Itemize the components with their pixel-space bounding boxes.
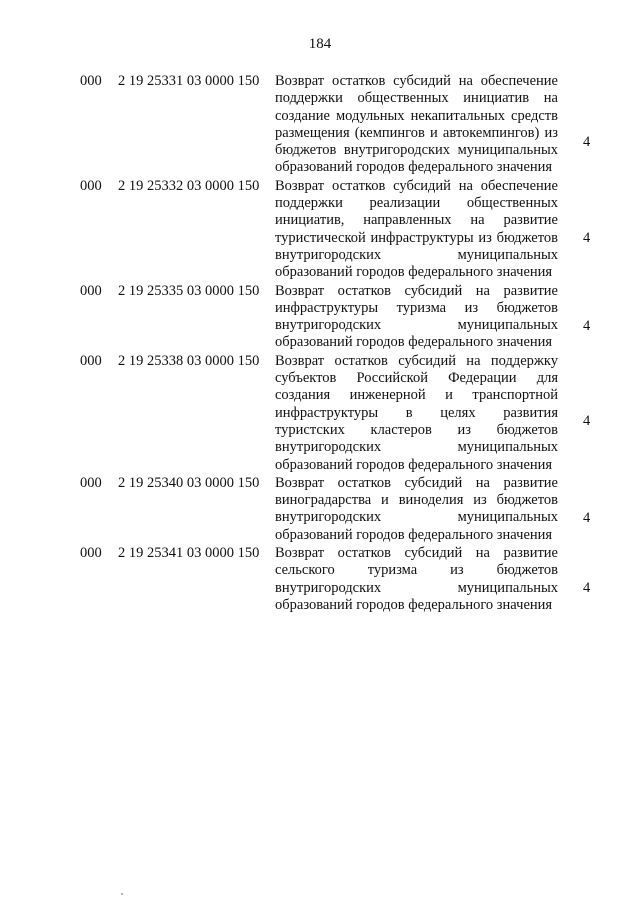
row-description: Возврат остатков субсидий на развитие инфраструктуры туризма из бюджетов внутригородских муниципальных образований городов федерального значения [275,282,558,351]
budget-code: 2 19 25341 03 0000 150 [118,545,260,562]
budget-code-table [0,73,640,615]
table-row [0,178,640,282]
table-row [0,475,640,544]
row-description: Возврат остатков субсидий на поддержку субъектов Российской Федерации для создания инженерной и транспортной инфраструктуры в целях развития туристских кластеров из бюджетов внутригородских муниципальных образований городов федерального значения [275,352,558,473]
table-row [0,545,640,614]
row-level: 4 [583,580,591,597]
budget-code: 2 19 25338 03 0000 150 [118,352,260,369]
admin-code: 000 [80,177,102,194]
row-description: Возврат остатков субсидий на развитие сельского туризма из бюджетов внутригородских муниципальных образований городов федерального значения [275,545,558,613]
row-description: Возврат остатков субсидий на обеспечение поддержки общественных инициатив на создание модульных некапитальных средств размещения (кемпингов и автокемпингов) из бюджетов внутригородских муниципальных образований городов федерального значения [275,73,558,176]
row-level: 4 [583,317,591,334]
admin-code: 000 [80,352,102,369]
row-description: Возврат остатков субсидий на развитие виноградарства и виноделия из бюджетов внутригородских муниципальных образований городов федерального значения [275,474,558,543]
page-number: 184 [308,36,332,52]
row-description: Возврат остатков субсидий на обеспечение поддержки реализации общественных инициатив, направленных на развитие туристической инфраструктуры из бюджетов внутригородских муниципальных образований городов федерального значения [275,177,558,281]
admin-code: 000 [80,545,102,562]
row-level: 4 [583,412,591,429]
table-row [0,353,640,474]
admin-code: 000 [80,474,102,491]
admin-code: 000 [80,73,102,89]
scan-speck [121,893,123,895]
row-level: 4 [583,229,591,246]
budget-code: 2 19 25340 03 0000 150 [118,474,260,491]
table-row [0,73,640,177]
row-level: 4 [583,134,591,150]
admin-code: 000 [80,282,102,299]
budget-code: 2 19 25335 03 0000 150 [118,282,260,299]
row-level: 4 [583,509,591,526]
budget-code: 2 19 25332 03 0000 150 [118,177,260,194]
budget-code: 2 19 25331 03 0000 150 [118,73,260,89]
table-row [0,283,640,352]
